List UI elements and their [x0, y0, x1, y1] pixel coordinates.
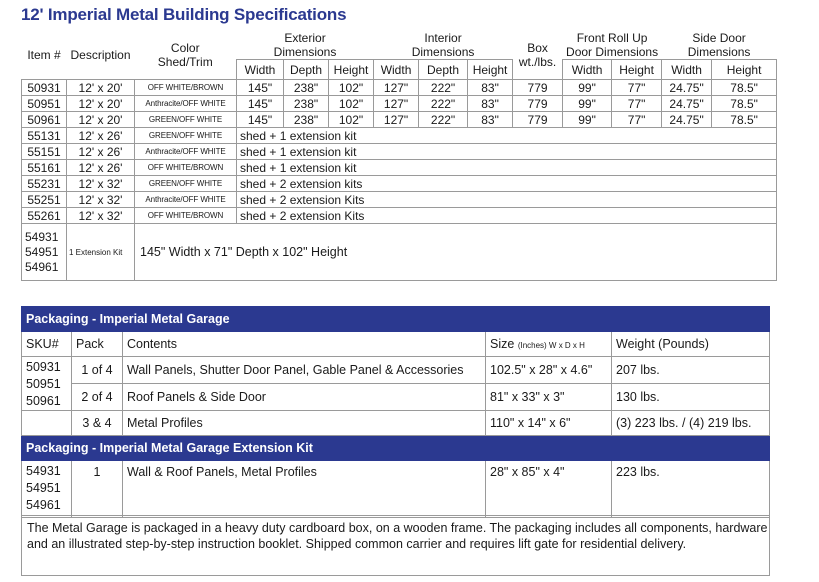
item-cell: 55261	[22, 208, 67, 224]
contents-cell: Roof Panels & Side Door	[123, 384, 486, 411]
extension-desc-cell: 1 Extension Kit	[67, 224, 135, 281]
desc-cell: 12' x 20'	[67, 112, 135, 128]
desc-cell: 12' x 26'	[67, 128, 135, 144]
kit-note: shed + 2 extension Kits	[237, 208, 777, 224]
item-cell: 50951	[22, 96, 67, 112]
value-cell: 77"	[612, 80, 662, 96]
extension-packaging-header	[22, 436, 770, 461]
color-cell: GREEN/OFF WHITE	[135, 112, 237, 128]
desc-cell: 12' x 20'	[67, 80, 135, 96]
weight-cell: 223 lbs.	[612, 461, 770, 518]
size-cell: 110" x 14" x 6"	[486, 411, 612, 436]
spec-row	[22, 96, 777, 112]
color-cell: GREEN/OFF WHITE	[135, 176, 237, 192]
value-cell: 78.5"	[712, 112, 777, 128]
subheader-cell: Width	[563, 60, 612, 80]
spec-row	[22, 80, 777, 96]
desc-cell: 12' x 32'	[67, 176, 135, 192]
sku-id: 54931	[26, 464, 61, 478]
pack-cell: 2 of 4	[72, 384, 123, 411]
value-cell: 83"	[468, 96, 513, 112]
value-cell: 222"	[419, 96, 468, 112]
exterior-header: Exterior Dimensions	[273, 31, 337, 59]
pack-cell: 3 & 4	[72, 411, 123, 436]
kit-row	[22, 176, 777, 192]
item-cell: 55251	[22, 192, 67, 208]
spec-table	[21, 31, 777, 281]
weight-cell: 130 lbs.	[612, 384, 770, 411]
item-cell: 55131	[22, 128, 67, 144]
subheader-cell: Depth	[284, 60, 329, 80]
kit-note: shed + 1 extension kit	[237, 160, 777, 176]
packaging-note: The Metal Garage is packaged in a heavy duty cardboard box, on a wooden frame. The packaging includes all components, hardware and an illustrated step-by-step instruction booklet. Shipped common carrier and requires lift gate for residential delivery.	[21, 515, 770, 576]
extension-packaging-title: Packaging - Imperial Metal Garage Extension Kit	[22, 436, 770, 461]
sku-id: 50961	[26, 394, 61, 408]
color-cell: OFF WHITE/BROWN	[135, 80, 237, 96]
extension-item-id: 54951	[25, 244, 59, 259]
weight-header: Weight (Pounds)	[612, 332, 770, 357]
desc-cell: 12' x 26'	[67, 160, 135, 176]
item-cell: 55151	[22, 144, 67, 160]
value-cell: 102"	[329, 96, 374, 112]
side-door-header: Side Door Dimensions	[687, 31, 751, 59]
color-cell: OFF WHITE/BROWN	[135, 160, 237, 176]
extension-item-id: 54931	[25, 229, 59, 244]
contents-header: Contents	[123, 332, 486, 357]
kit-note: shed + 1 extension kit	[237, 128, 777, 144]
size-cell: 81" x 33" x 3"	[486, 384, 612, 411]
value-cell: 24.75"	[662, 80, 712, 96]
value-cell: 127"	[374, 80, 419, 96]
extension-item-id: 54961	[25, 259, 59, 274]
value-cell: 779	[513, 112, 563, 128]
subheader-cell: Depth	[419, 60, 468, 80]
value-cell: 77"	[612, 96, 662, 112]
value-cell: 127"	[374, 96, 419, 112]
kit-row	[22, 208, 777, 224]
size-cell: 28" x 85" x 4"	[486, 461, 612, 518]
color-cell: Anthracite/OFF WHITE	[135, 144, 237, 160]
kit-note: shed + 1 extension kit	[237, 144, 777, 160]
item-cell: 50961	[22, 112, 67, 128]
subheader-cell: Height	[612, 60, 662, 80]
value-cell: 78.5"	[712, 96, 777, 112]
pack-cell: 1	[72, 461, 123, 518]
color-header: Color Shed/Trim	[157, 41, 213, 69]
packaging-table	[21, 306, 770, 518]
packaging-row	[22, 411, 770, 436]
value-cell: 238"	[284, 96, 329, 112]
kit-row	[22, 160, 777, 176]
value-cell: 145"	[237, 96, 284, 112]
spec-row	[22, 112, 777, 128]
kit-row	[22, 192, 777, 208]
value-cell: 779	[513, 96, 563, 112]
item-cell: 55161	[22, 160, 67, 176]
subheader-cell: Width	[237, 60, 284, 80]
color-cell: Anthracite/OFF WHITE	[135, 192, 237, 208]
value-cell: 77"	[612, 112, 662, 128]
sku-list	[22, 357, 72, 411]
packaging-row	[22, 384, 770, 411]
item-cell: 50931	[22, 80, 67, 96]
item-header: Item #	[27, 48, 61, 62]
value-cell: 102"	[329, 80, 374, 96]
value-cell: 145"	[237, 80, 284, 96]
packaging-header-row	[22, 332, 770, 357]
pack-cell: 1 of 4	[72, 357, 123, 384]
size-cell: 102.5" x 28" x 4.6"	[486, 357, 612, 384]
kit-row	[22, 144, 777, 160]
value-cell: 83"	[468, 80, 513, 96]
value-cell: 238"	[284, 80, 329, 96]
color-cell: Anthracite/OFF WHITE	[135, 96, 237, 112]
desc-cell: 12' x 26'	[67, 144, 135, 160]
desc-cell: 12' x 20'	[67, 96, 135, 112]
page-title: 12' Imperial Metal Building Specifications	[21, 5, 347, 24]
sku-id: 50951	[26, 377, 61, 391]
value-cell: 24.75"	[662, 96, 712, 112]
value-cell: 127"	[374, 112, 419, 128]
value-cell: 145"	[237, 112, 284, 128]
extension-packaging-row	[22, 461, 770, 518]
value-cell: 99"	[563, 96, 612, 112]
kit-note: shed + 2 extension Kits	[237, 192, 777, 208]
sku-id: 54961	[26, 498, 61, 512]
color-cell: GREEN/OFF WHITE	[135, 128, 237, 144]
value-cell: 24.75"	[662, 112, 712, 128]
value-cell: 238"	[284, 112, 329, 128]
contents-cell: Metal Profiles	[123, 411, 486, 436]
value-cell: 78.5"	[712, 80, 777, 96]
sku-header: SKU#	[22, 332, 72, 357]
interior-header: Interior Dimensions	[411, 31, 475, 59]
packaging-row	[22, 357, 770, 384]
extension-kit-row	[22, 224, 777, 281]
front-door-header: Front Roll Up Door Dimensions	[566, 31, 659, 59]
extension-dims-cell: 145" Width x 71" Depth x 102" Height	[135, 224, 777, 281]
kit-row	[22, 128, 777, 144]
color-cell: OFF WHITE/BROWN	[135, 208, 237, 224]
subheader-cell: Height	[329, 60, 374, 80]
packaging-title: Packaging - Imperial Metal Garage	[22, 307, 770, 332]
sku-id: 50931	[26, 360, 61, 374]
description-header: Description	[70, 48, 131, 62]
value-cell: 779	[513, 80, 563, 96]
value-cell: 99"	[563, 112, 612, 128]
contents-cell: Wall Panels, Shutter Door Panel, Gable Panel & Accessories	[123, 357, 486, 384]
subheader-cell: Height	[712, 60, 777, 80]
value-cell: 222"	[419, 80, 468, 96]
pack-header: Pack	[72, 332, 123, 357]
weight-cell: 207 lbs.	[612, 357, 770, 384]
item-cell: 55231	[22, 176, 67, 192]
empty-cell	[22, 411, 72, 436]
extension-item-cell	[22, 224, 67, 281]
desc-cell: 12' x 32'	[67, 208, 135, 224]
value-cell: 83"	[468, 112, 513, 128]
subheader-cell: Width	[662, 60, 712, 80]
value-cell: 102"	[329, 112, 374, 128]
value-cell: 99"	[563, 80, 612, 96]
sku-list	[22, 461, 72, 518]
desc-cell: 12' x 32'	[67, 192, 135, 208]
contents-cell: Wall & Roof Panels, Metal Profiles	[123, 461, 486, 518]
size-header: Size (Inches) W x D x H	[486, 332, 612, 357]
sku-id: 54951	[26, 481, 61, 495]
kit-note: shed + 2 extension kits	[237, 176, 777, 192]
value-cell: 222"	[419, 112, 468, 128]
weight-cell: (3) 223 lbs. / (4) 219 lbs.	[612, 411, 770, 436]
box-header: Box wt./lbs.	[518, 41, 557, 69]
spec-header-row	[22, 31, 777, 60]
subheader-cell: Height	[468, 60, 513, 80]
packaging-section-header	[22, 307, 770, 332]
subheader-cell: Width	[374, 60, 419, 80]
